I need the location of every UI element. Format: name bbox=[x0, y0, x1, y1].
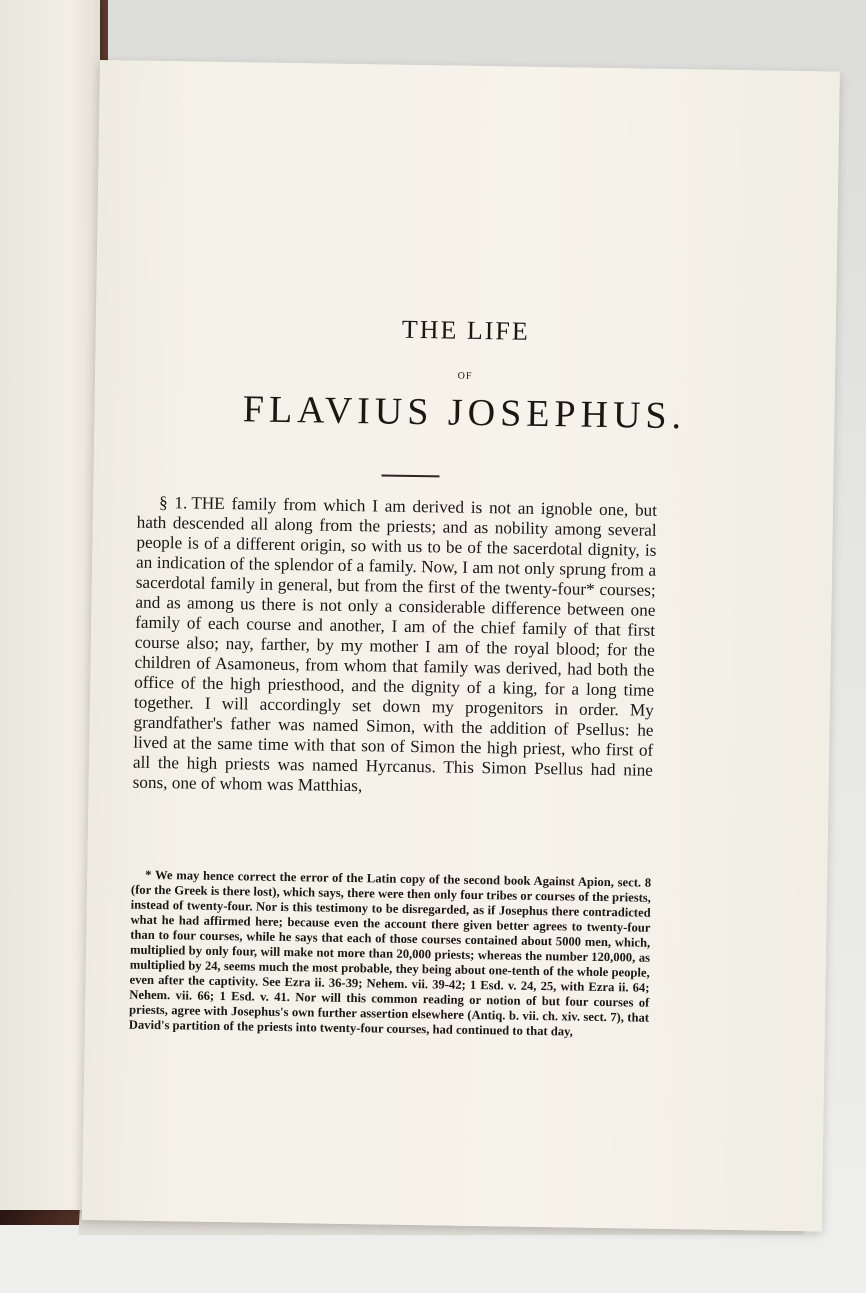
section-marker: § 1. bbox=[158, 492, 188, 513]
title-rule bbox=[381, 474, 439, 477]
body-paragraph bbox=[132, 493, 657, 801]
book-page bbox=[82, 60, 840, 1231]
title-line-of: OF bbox=[457, 370, 473, 382]
footnote: * We may hence correct the error of the Latin copy of the second book Against Apion, sect. 8 (for the Greek is there lost), which says, there were then only four tribes or courses of the priests, instead of twenty-four. Nor is this testimony to be disregarded, as if Josephus there contradicted what he had affirmed here; because even the account there given better agrees to twenty-four than to four courses, while he says that each of those courses contained about 5000 men, which, multiplied by only four, will make not more than 20,000 priests; whereas the number 120,000, as multiplied by 24, seems much the most probable, they being about one-tenth of the whole people, even after the captivity. See Ezra ii. 36-39; Nehem. vii. 39-42; 1 Esd. v. 24, 25, with Ezra ii. 64; Nehem. vii. 66; 1 Esd. v. 41. Nor will this common reading or notion of but four courses of priests, agree with Josephus's own further assertion elsewhere (Antiq. b. vii. ch. xiv. sect. 7), that David's partition of the priests into twenty-four courses, had continued to that day, bbox=[128, 867, 652, 1039]
title-line-the-life: THE LIFE bbox=[401, 314, 530, 346]
body-text: THE family from which I am derived is not an ignoble one, but hath descended all along from the priests; and as nobility among several people is of a different origin, so with us to be of the sacerdotal dignity, is an indication of the splendor of a family. Now, I am not only sprung from a sacerdotal family in general, but from the first of the twenty-four* courses; and as among us there is not only a considerable difference between one family of each course and another, I am of the chief family of that first course also; nay, farther, by my mother I am of the royal blood; for the children of Asamoneus, from whom that family was derived, had both the office of the high priesthood, and the dignity of a king, for a long time together. I will accordingly set down my progenitors in order. My grandfather's father was named Simon, with the addition of Psellus: he lived at the same time with that son of Simon the high priest, who first of all the high priests was named Hyrcanus. This Simon Psellus had nine sons, one of whom was Matthias, bbox=[132, 493, 658, 796]
page-title: FLAVIUS JOSEPHUS. bbox=[242, 388, 687, 438]
